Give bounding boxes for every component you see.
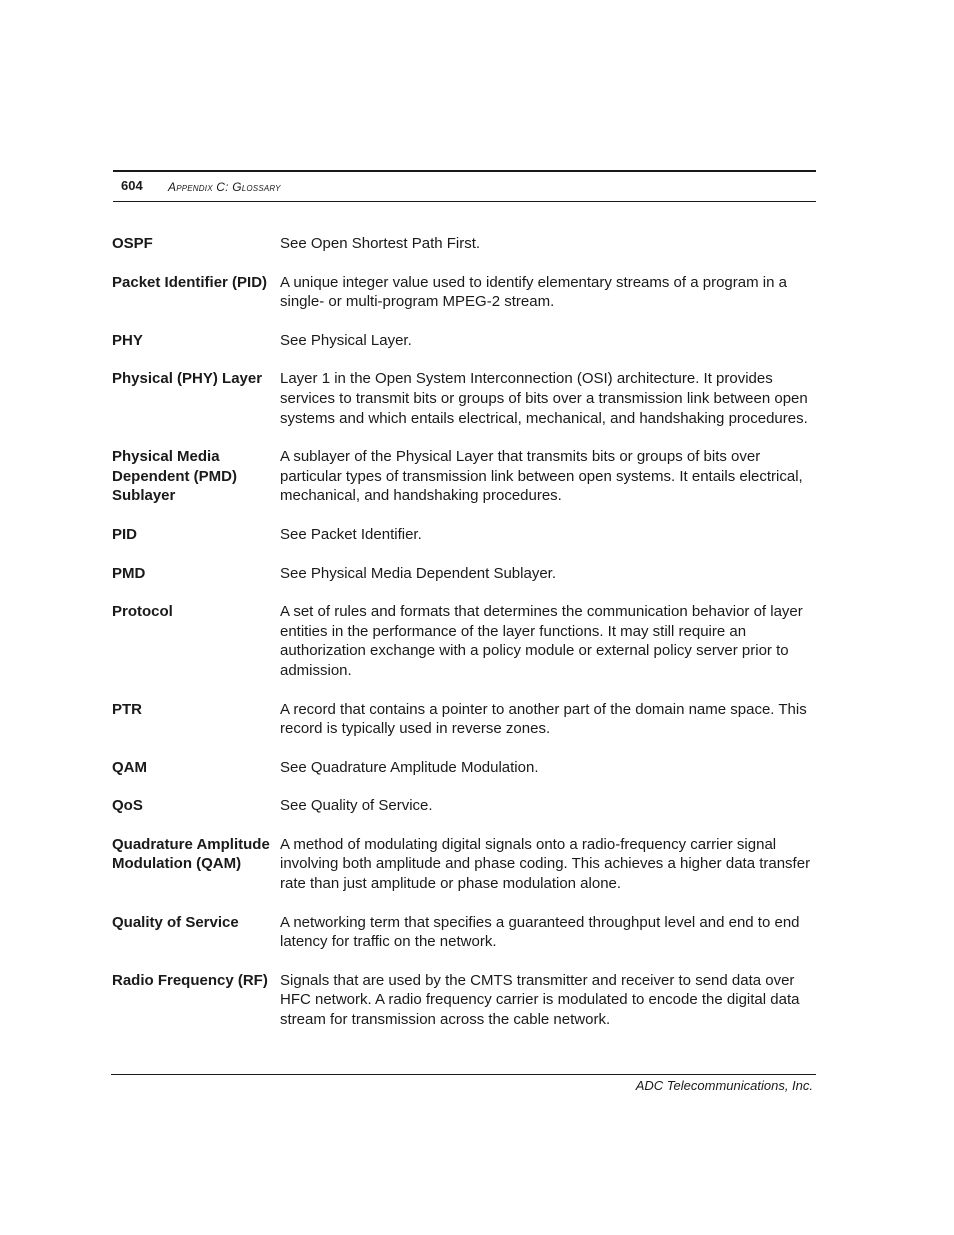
glossary-term: Packet Identifier (PID) — [112, 273, 268, 291]
glossary-entry — [112, 796, 816, 816]
glossary-definition: A record that contains a pointer to another part of the domain name space. This record is typically used in reverse zones. — [280, 700, 807, 738]
glossary-term: OSPF — [112, 235, 153, 252]
glossary-definition: A networking term that specifies a guaranteed throughput level and end to end latency for traffic on the network. — [280, 913, 800, 951]
glossary-term: Quality of Service — [112, 913, 239, 931]
glossary-entry — [112, 234, 816, 254]
glossary-term: QoS — [112, 797, 143, 815]
glossary-term: PMD — [112, 564, 146, 582]
glossary-term: Protocol — [112, 603, 173, 621]
glossary-entry — [112, 273, 816, 312]
glossary-definition: See Packet Identifier. — [280, 525, 422, 543]
glossary-entry — [112, 913, 816, 952]
glossary-term: Radio Frequency (RF) — [112, 971, 268, 989]
header-rule-top — [113, 170, 816, 172]
glossary-definition: See Open Shortest Path First. — [280, 235, 481, 252]
glossary-definition: See Quadrature Amplitude Modulation. — [280, 758, 539, 776]
glossary-entry — [112, 602, 816, 680]
glossary-entry — [112, 525, 816, 545]
glossary-term: QAM — [112, 758, 147, 776]
section-title: Appendix C: Glossary — [168, 180, 281, 194]
glossary-term: Physical Media Dependent (PMD) Sublayer — [112, 448, 237, 505]
glossary-definition: Signals that are used by the CMTS transmitter and receiver to send data over HFC network. A radio frequency carrier is modulated to encode the digital data stream for transmission across the cable network. — [280, 971, 800, 1029]
glossary-term: Quadrature Amplitude Modulation (QAM) — [112, 835, 270, 873]
glossary-definition: See Quality of Service. — [280, 797, 433, 815]
glossary-definition: A method of modulating digital signals onto a radio-frequency carrier signal involving both amplitude and phase coding. This achieves a higher data transfer rate than just amplitude or phase modulation alone. — [280, 835, 811, 893]
glossary-list — [112, 234, 816, 1030]
glossary-definition: A sublayer of the Physical Layer that transmits bits or groups of bits over particular types of transmission link between open systems. It entails electrical, mechanical, and handshaking procedures. — [280, 448, 803, 505]
glossary-entry — [112, 758, 816, 778]
glossary-definition: See Physical Layer. — [280, 331, 412, 349]
glossary-term: Physical (PHY) Layer — [112, 370, 263, 388]
glossary-term: PHY — [112, 331, 143, 349]
header-rule-bottom — [113, 201, 816, 202]
glossary-definition: A set of rules and formats that determines the communication behavior of layer entities in the performance of the layer functions. It may still require an authorization exchange with a policy module or external policy server prior to admission. — [280, 603, 803, 679]
glossary-definition: See Physical Media Dependent Sublayer. — [280, 564, 557, 582]
glossary-entry — [112, 700, 816, 739]
glossary-definition: A unique integer value used to identify elementary streams of a program in a single- or multi-program MPEG-2 stream. — [280, 273, 787, 311]
footer-rule — [111, 1074, 816, 1075]
glossary-entry — [112, 564, 816, 584]
footer-publisher: ADC Telecommunications, Inc. — [635, 1078, 813, 1093]
glossary-entry — [112, 835, 816, 894]
glossary-entry — [112, 447, 816, 506]
glossary-term: PTR — [112, 700, 142, 718]
glossary-entry — [112, 971, 816, 1030]
glossary-entry — [112, 369, 816, 428]
page-number: 604 — [121, 178, 143, 193]
glossary-entry — [112, 331, 816, 351]
glossary-term: PID — [112, 525, 138, 543]
glossary-definition: Layer 1 in the Open System Interconnection (OSI) architecture. It provides services to transmit bits or groups of bits over a transmission link between open systems and which entails electrical, mechanical, and handshaking procedures. — [280, 370, 808, 427]
